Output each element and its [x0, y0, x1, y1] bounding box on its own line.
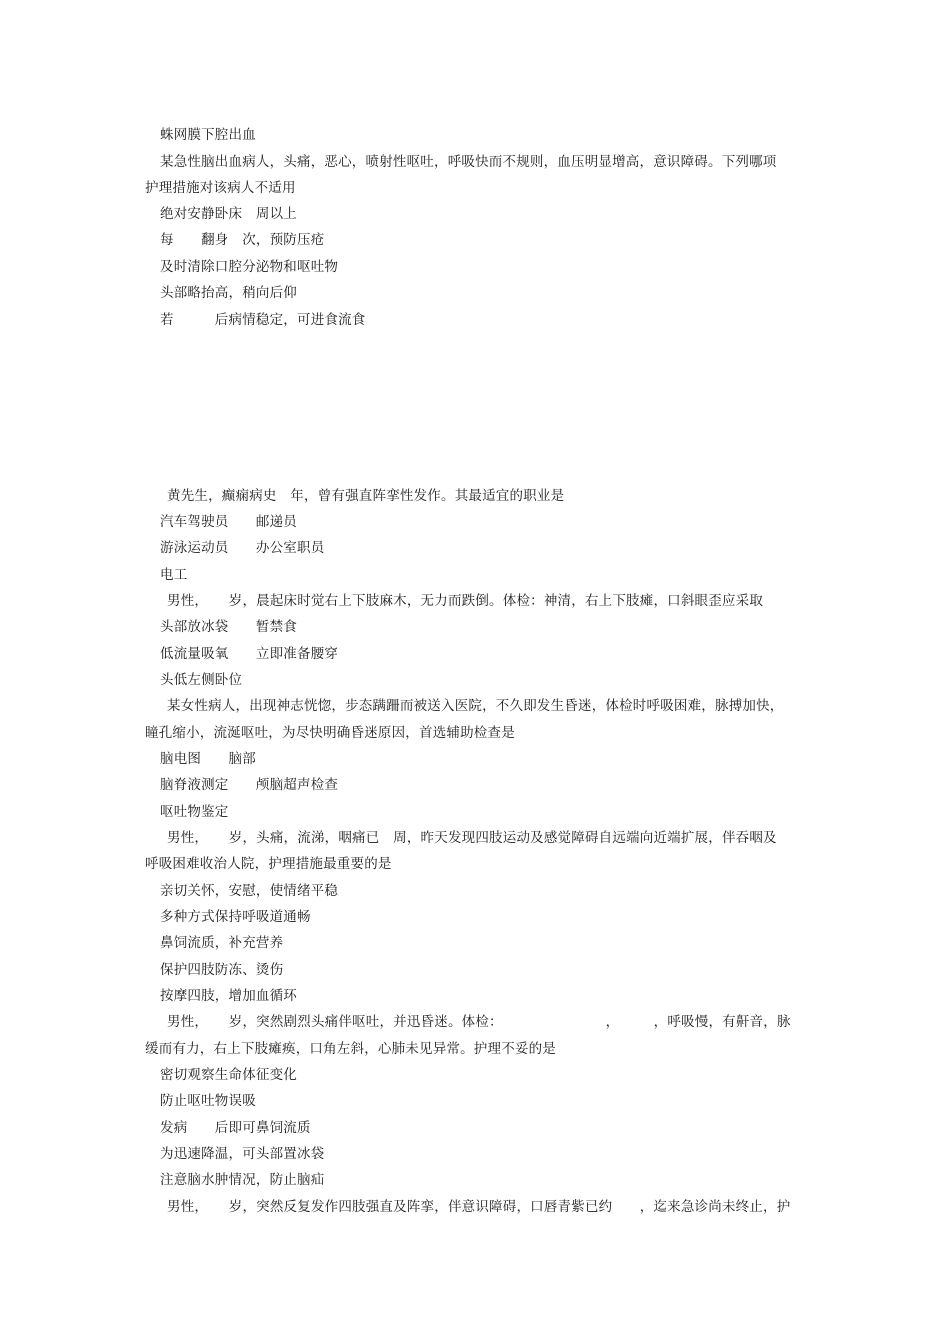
question-text-cont: 呼吸困难收治人院，护理措施最重要的是 [145, 856, 392, 872]
question-text: 黄先生，癫痫病史 年，曾有强直阵挛性发作。其最适宜的职业是 [167, 488, 565, 504]
option-text: 若 后病情稳定，可进食流食 [160, 312, 366, 328]
option-text: 注意脑水肿情况，防止脑疝 [160, 1172, 325, 1188]
option-text: 密切观察生命体征变化 [160, 1067, 297, 1083]
text-line: 蛛网膜下腔出血 [160, 127, 256, 143]
option-text: 电工 [160, 567, 188, 583]
option-text: 游泳运动员 办公室职员 [160, 540, 325, 556]
question-text: 男性， 岁，头痛，流涕，咽痛已 周，昨天发现四肢运动及感觉障碍自远端向近端扩展，伴吞咽及 [167, 830, 777, 846]
option-text: 按摩四肢，增加血循环 [160, 988, 297, 1004]
option-text: 为迅速降温，可头部置冰袋 [160, 1146, 325, 1162]
option-text: 发病 后即可鼻饲流质 [160, 1120, 311, 1136]
question-text-cont: 瞳孔缩小，流涎呕吐，为尽快明确昏迷原因，首选辅助检查是 [145, 725, 515, 741]
option-text: 脑脊液测定 颅脑超声检查 [160, 777, 339, 793]
question-text-cont: 缓而有力，右上下肢瘫痪，口角左斜，心肺未见异常。护理不妥的是 [145, 1041, 556, 1057]
option-text: 脑电图 脑部 [160, 751, 256, 767]
option-text: 每 翻身 次，预防压疮 [160, 232, 325, 248]
question-text: 男性， 岁，突然剧烈头痛伴呕吐，并迅昏迷。体检： ， ，呼吸慢，有鼾音，脉 [167, 1014, 791, 1030]
option-text: 头低左侧卧位 [160, 672, 243, 688]
option-text: 低流量吸氧 立即准备腰穿 [160, 646, 339, 662]
option-text: 多种方式保持呼吸道通畅 [160, 909, 311, 925]
option-text: 头部略抬高，稍向后仰 [160, 285, 297, 301]
option-text: 保护四肢防冻、烫伤 [160, 962, 284, 978]
question-text: 男性， 岁，晨起床时觉右上下肢麻木，无力而跌倒。体检：神清，右上下肢瘫，口斜眼歪应采取 [167, 593, 764, 609]
option-text: 头部放冰袋 暂禁食 [160, 619, 297, 635]
option-text: 亲切关怀，安慰，使情绪平稳 [160, 883, 339, 899]
question-text: 某女性病人，出现神志恍惚，步态蹒跚而被送入医院，不久即发生昏迷，体检时呼吸困难，脉搏加快， [167, 698, 784, 714]
question-text-cont: 护理措施对该病人不适用 [145, 180, 296, 196]
option-text: 呕吐物鉴定 [160, 804, 229, 820]
option-text: 防止呕吐物误吸 [160, 1093, 256, 1109]
option-text: 及时清除口腔分泌物和呕吐物 [160, 259, 339, 275]
option-text: 汽车驾驶员 邮递员 [160, 514, 297, 530]
option-text: 鼻饲流质，补充营养 [160, 935, 284, 951]
question-text: 男性， 岁，突然反复发作四肢强直及阵挛，伴意识障碍，口唇青紫已约 ，迄来急诊尚未终止，护 [167, 1199, 791, 1215]
question-text: 某急性脑出血病人，头痛，恶心，喷射性呕吐，呼吸快而不规则，血压明显增高，意识障碍。下列哪项 [160, 154, 777, 170]
option-text: 绝对安静卧床 周以上 [160, 206, 297, 222]
